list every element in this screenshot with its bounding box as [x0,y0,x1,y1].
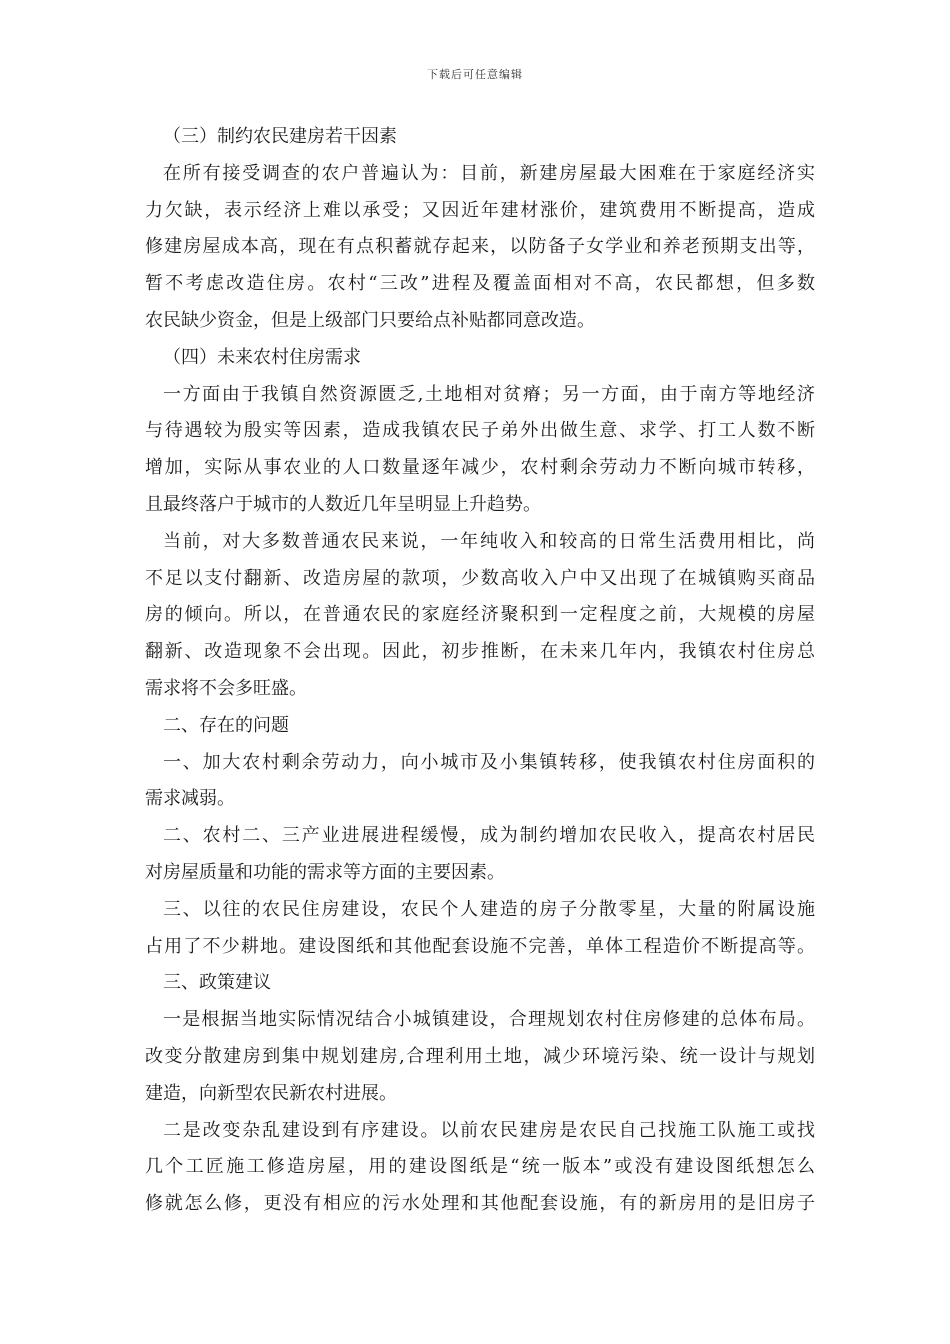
text-line: 一、加大农村剩余劳动力，向小城市及小集镇转移，使我镇农村住房面积的 [163,751,815,773]
text-line: 不足以支付翻新、改造房屋的款项，少数高收入户中又出现了在城镇购买商品 [145,567,815,589]
text-line: 几个工匠施工修造房屋，用的建设图纸是“统一版本”或没有建设图纸想怎么 [145,1156,815,1178]
text-line: 翻新、改造现象不会出现。因此，初步推断，在未来几年内，我镇农村住房总 [145,641,815,663]
text-line: （四）未来农村住房需求 [163,346,361,368]
text-line: 改变分散建房到集中规划建房,合理利用土地，减少环境污染、统一设计与规划 [145,1045,815,1067]
text-line: （三）制约农民建房若干因素 [163,126,397,147]
text-line: 与待遇较为殷实等因素，造成我镇农民子弟外出做生意、求学、打工人数不断 [145,420,815,442]
text-line: 一方面由于我镇自然资源匮乏,土地相对贫瘠；另一方面，由于南方等地经济 [163,383,815,405]
page-header-note: 下载后可任意编辑 [427,68,523,81]
text-line: 二是改变杂乱建设到有序建设。以前农民建房是农民自己找施工队施工或找 [163,1119,815,1141]
text-line: 当前，对大多数普通农民来说，一年纯收入和较高的日常生活费用相比，尚 [163,530,815,552]
text-line: 三、政策建议 [163,972,271,994]
text-line: 修就怎么修，更没有相应的污水处理和其他配套设施，有的新房用的是旧房子 [145,1193,815,1215]
text-line: 需求将不会多旺盛。 [145,677,307,699]
text-line: 增加，实际从事农业的人口数量逐年减少，农村剩余劳动力不断向城市转移， [145,457,815,479]
text-line: 占用了不少耕地。建设图纸和其他配套设施不完善，单体工程造价不断提高等。 [145,935,815,957]
text-line: 且最终落户于城市的人数近几年呈明显上升趋势。 [145,493,541,515]
text-line: 需求减弱。 [145,788,235,810]
text-line: 在所有接受调查的农户普遍认为：目前，新建房屋最大困难在于家庭经济实 [163,162,815,184]
text-line: 对房屋质量和功能的需求等方面的主要因素。 [145,861,505,883]
text-line: 二、存在的问题 [163,714,289,736]
text-line: 农民缺少资金，但是上级部门只要给点补贴都同意改造。 [145,309,595,331]
text-line: 修建房屋成本高，现在有点积蓄就存起来，以防备子女学业和养老预期支出等， [145,236,815,258]
text-line: 一是根据当地实际情况结合小城镇建设，合理规划农村住房修建的总体布局。 [163,1009,815,1031]
text-line: 二、农村二、三产业进展进程缓慢，成为制约增加农民收入，提高农村居民 [163,825,815,847]
text-line: 力欠缺，表示经济上难以承受；又因近年建材涨价，建筑费用不断提高，造成 [145,199,815,221]
document-body [145,119,815,1223]
text-line: 建造，向新型农民新农村进展。 [145,1082,397,1104]
text-line: 房的倾向。所以，在普通农民的家庭经济聚积到一定程度之前，大规模的房屋 [145,604,815,626]
text-line: 暂不考虑改造住房。农村“三改”进程及覆盖面相对不高，农民都想，但多数 [145,273,815,295]
text-line: 三、以往的农民住房建设，农民个人建造的房子分散零星，大量的附属设施 [163,898,815,920]
